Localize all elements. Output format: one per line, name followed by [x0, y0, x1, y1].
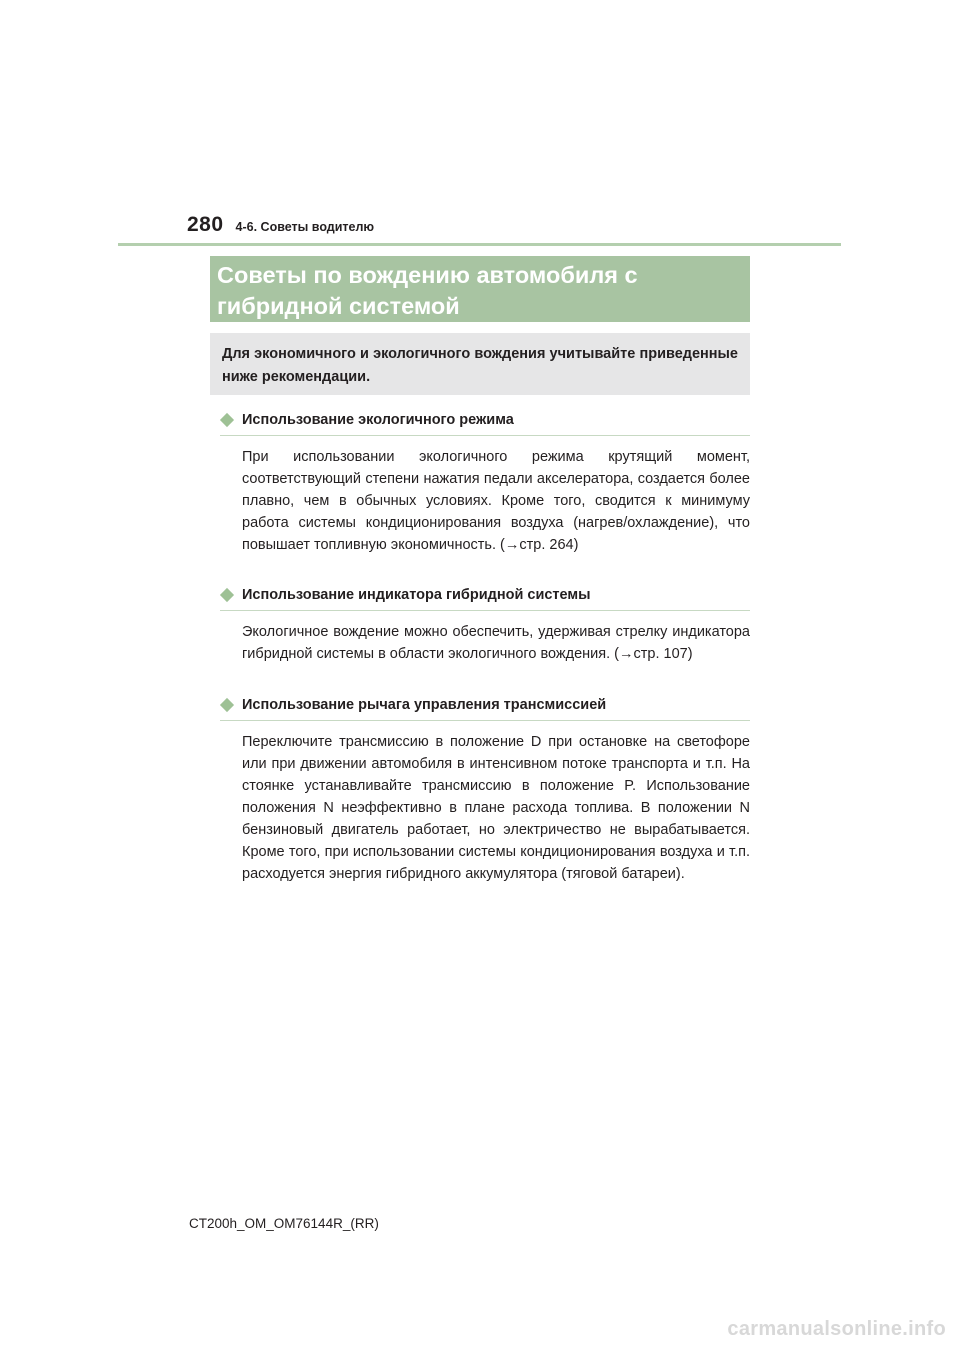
title-banner	[210, 256, 750, 322]
section-heading: Использование индикатора гибридной системы	[242, 587, 591, 603]
chapter-label: 4-6. Советы водителю	[235, 220, 375, 234]
section-hybrid-indicator	[220, 583, 750, 665]
section-heading-row	[220, 693, 750, 721]
intro-box	[210, 333, 750, 395]
section-shift-lever	[220, 693, 750, 885]
section-heading: Использование рычага управления трансмиссией	[242, 697, 607, 713]
section-eco-mode	[220, 408, 750, 556]
page-number: 280	[187, 213, 224, 236]
diamond-bullet-icon	[220, 588, 234, 602]
section-body: Экологичное вождение можно обеспечить, удерживая стрелку индикатора гибридной системы в области экологичного вождения. (→стр. 107)	[242, 624, 750, 662]
page-header	[187, 213, 374, 237]
document-code: CT200h_OM_OM76144R_(RR)	[189, 1216, 379, 1231]
section-body: Переключите трансмиссию в положение D при остановке на светофоре или при движении автомобиля в интенсивном потоке транспорта и т.п. На стоянке устанавливайте трансмиссию в положение P. Использование положения N неэффективно в плане расхода топлива. В положении N бензиновый двигатель работает, но электричество не вырабатывается. Кроме того, при использовании системы кондиционирования воздуха и т.п. расходуется энергия гибридного аккумулятора (тяговой батареи).	[242, 734, 750, 882]
section-heading-row	[220, 408, 750, 436]
intro-text: Для экономичного и экологичного вождения учитывайте приведенные ниже рекомендации.	[222, 346, 738, 385]
section-heading-row	[220, 583, 750, 611]
diamond-bullet-icon	[220, 413, 234, 427]
section-body: При использовании экологичного режима крутящий момент, соответствующий степени нажатия педали акселератора, создается более плавно, чем в обычных условиях. Кроме того, сводится к минимуму работа системы кондиционирования воздуха (нагрев/охлаждение), что повышает топливную экономичность. (→стр. 264)	[242, 449, 750, 553]
diamond-bullet-icon	[220, 698, 234, 712]
section-heading: Использование экологичного режима	[242, 412, 514, 428]
site-watermark: carmanualsonline.info	[727, 1318, 946, 1340]
header-divider	[118, 243, 841, 246]
page-title: Советы по вождению автомобиля с гибридной системой	[217, 262, 638, 319]
